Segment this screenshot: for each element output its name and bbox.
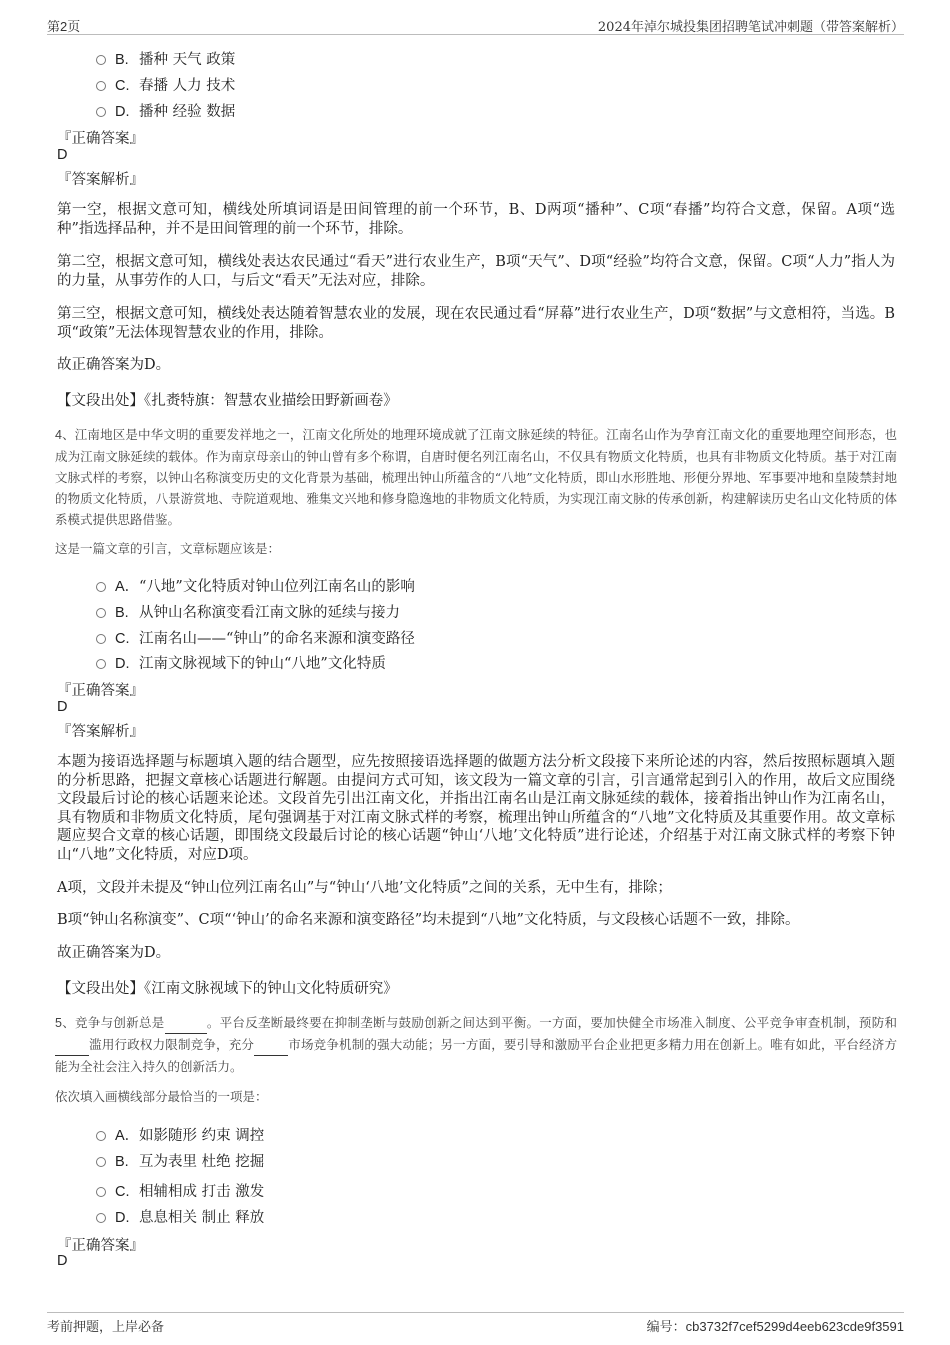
radio-icon[interactable] [96,107,106,117]
fill-blank [55,1034,89,1056]
document-title: 2024年淖尔城投集团招聘笔试冲刺题（带答案解析） [597,20,904,35]
page-number: 第2页 [47,19,81,34]
radio-icon[interactable] [96,659,106,669]
q3-analysis-paragraph: 第二空，根据文意可知，横线处表达农民通过“看天”进行农业生产，B项“天气”、D项“经验”均符合文意，保留。C项“人力”指人为的力量，从事劳作的人口，与后文“看天”无法对应，排除。 [57,254,895,289]
footer-slogan: 考前押题，上岸必备 [47,1320,165,1335]
q4-answer: D [57,699,68,715]
fill-blank [165,1012,207,1034]
radio-icon[interactable] [96,55,106,65]
q5-option-c[interactable]: C. 相辅相成 打击 激发 [96,1180,264,1201]
q4-source: 【文段出处】《江南文脉视域下的钟山文化特质研究》 [57,981,398,997]
radio-icon[interactable] [96,1213,106,1223]
radio-icon[interactable] [96,582,106,592]
q4-analysis-conclusion: 故正确答案为D。 [57,945,171,961]
document-id: 编号：cb3732f7cef5299d4eeb623cde9f3591 [646,1319,904,1335]
radio-icon[interactable] [96,634,106,644]
q5-option-d[interactable]: D. 息息相关 制止 释放 [96,1206,264,1227]
q3-analysis-label: 『答案解析』 [57,172,144,188]
q5-answer: D [57,1253,68,1269]
q4-analysis-paragraph: A项，文段并未提及“钟山位列江南名山”与“钟山‘八地’文化特质”之间的关系，无中生有，排除； [57,880,672,896]
q5-option-a[interactable]: A．如影随形 约束 调控 [96,1124,264,1145]
q4-option-b[interactable]: B. 从钟山名称演变看江南文脉的延续与接力 [96,601,400,622]
q5-stem: 5、竞争与创新总是 。平台反垄断最终要在抑制垄断与鼓励创新之间达到平衡。一方面，要加快健全市场准入制度、公平竞争审查机制，预防和 滥用行政权力限制竞争，充分 市场竞争机制的强大动能；另一方面，要引导和激励平台企业把更多精力用在创新上。唯有如此，平台经济方能为全社会注入持久的创新活力。 [55,1012,897,1077]
q5-option-b[interactable]: B. 互为表里 杜绝 挖掘 [96,1150,264,1171]
q3-option-b[interactable]: B. 播种 天气 政策 [96,48,235,69]
q4-option-d[interactable]: D. 江南文脉视域下的钟山“八地”文化特质 [96,652,386,673]
q3-option-c[interactable]: C. 春播 人力 技术 [96,74,235,95]
page-footer [47,1312,904,1335]
radio-icon[interactable] [96,81,106,91]
q3-answer: D [57,147,68,163]
q4-analysis-paragraph: 本题为接语选择题与标题填入题的结合题型，应先按照接语选择题的做题方法分析文段接下来所论述的内容，然后按照标题填入题的分析思路，把握文章核心话题进行解题。由提问方式可知，该文段为一篇文章的引言，引言通常起到引入的作用，故后文应围绕文段最后讨论的核心话题来论述。文段首先引出江南文化，并指出江南名山是江南文脉延续的载体，接着指出钟山作为江南名山，具有物质和非物质文化特质，尾句强调基于对江南文脉式样的考察，梳理出钟山所蕴含的“八地”文化特质及其重要作用。故文章标题应契合文章的核心话题，即围绕文段最后讨论的核心话题“钟山‘八地’文化特质”进行论述，介绍基于对江南文脉式样的考察下钟山“八地”文化特质，对应D项。 [57,754,895,863]
q4-stem: 4、江南地区是中华文明的重要发祥地之一，江南文化所处的地理环境成就了江南文脉延续的特征。江南名山作为孕育江南文化的重要地理空间形态，也成为江南文脉延续的载体。作为南京母亲山的钟山曾有多个称谓，自唐时便名列江南名山，不仅具有物质文化特质，也具有非物质文化特质。基于对江南文脉式样的考察，以钟山名称演变历史的文化背景为基础，梳理出钟山所蕴含的“八地”文化特质，即山水形胜地、形便分界地、军事要冲地和皇陵禁封地的物质文化特质，八景游赏地、寺院道观地、雅集文兴地和修身隐逸地的非物质文化特质，为实现江南文脉的传承创新，构建解读历史名山文化特质的体系模式提供思路借鉴。 [55,427,897,527]
radio-icon[interactable] [96,608,106,618]
q3-answer-label: 『正确答案』 [57,131,144,147]
q3-option-d[interactable]: D. 播种 经验 数据 [96,100,235,121]
q5-prompt: 依次填入画横线部分最恰当的一项是： [55,1089,268,1104]
q4-option-a[interactable]: A．“八地”文化特质对钟山位列江南名山的影响 [96,575,415,596]
q4-prompt: 这是一篇文章的引言，文章标题应该是： [55,541,281,556]
q3-source: 【文段出处】《扎赉特旗：智慧农业描绘田野新画卷》 [57,393,398,409]
q4-option-c[interactable]: C. 江南名山——“钟山”的命名来源和演变路径 [96,627,415,648]
radio-icon[interactable] [96,1131,106,1141]
radio-icon[interactable] [96,1187,106,1197]
q3-analysis-conclusion: 故正确答案为D。 [57,357,171,373]
fill-blank [254,1034,288,1056]
q4-analysis-paragraph: B项“钟山名称演变”、C项“‘钟山’的命名来源和演变路径”均未提到“八地”文化特质，与文段核心话题不一致，排除。 [57,912,800,928]
q5-answer-label: 『正确答案』 [57,1238,144,1254]
q3-analysis-paragraph: 第一空，根据文意可知，横线处所填词语是田间管理的前一个环节，B、D两项“播种”、C项“春播”均符合文意，保留。A项“选种”指选择品种，并不是田间管理的前一个环节，排除。 [57,202,895,237]
q4-answer-label: 『正确答案』 [57,683,144,699]
q4-analysis-label: 『答案解析』 [57,724,144,740]
q3-analysis-paragraph: 第三空，根据文意可知，横线处表达随着智慧农业的发展，现在农民通过看“屏幕”进行农业生产，D项“数据”与文意相符，当选。B项“政策”无法体现智慧农业的作用，排除。 [57,306,895,341]
page-header [47,14,904,35]
radio-icon[interactable] [96,1157,106,1167]
